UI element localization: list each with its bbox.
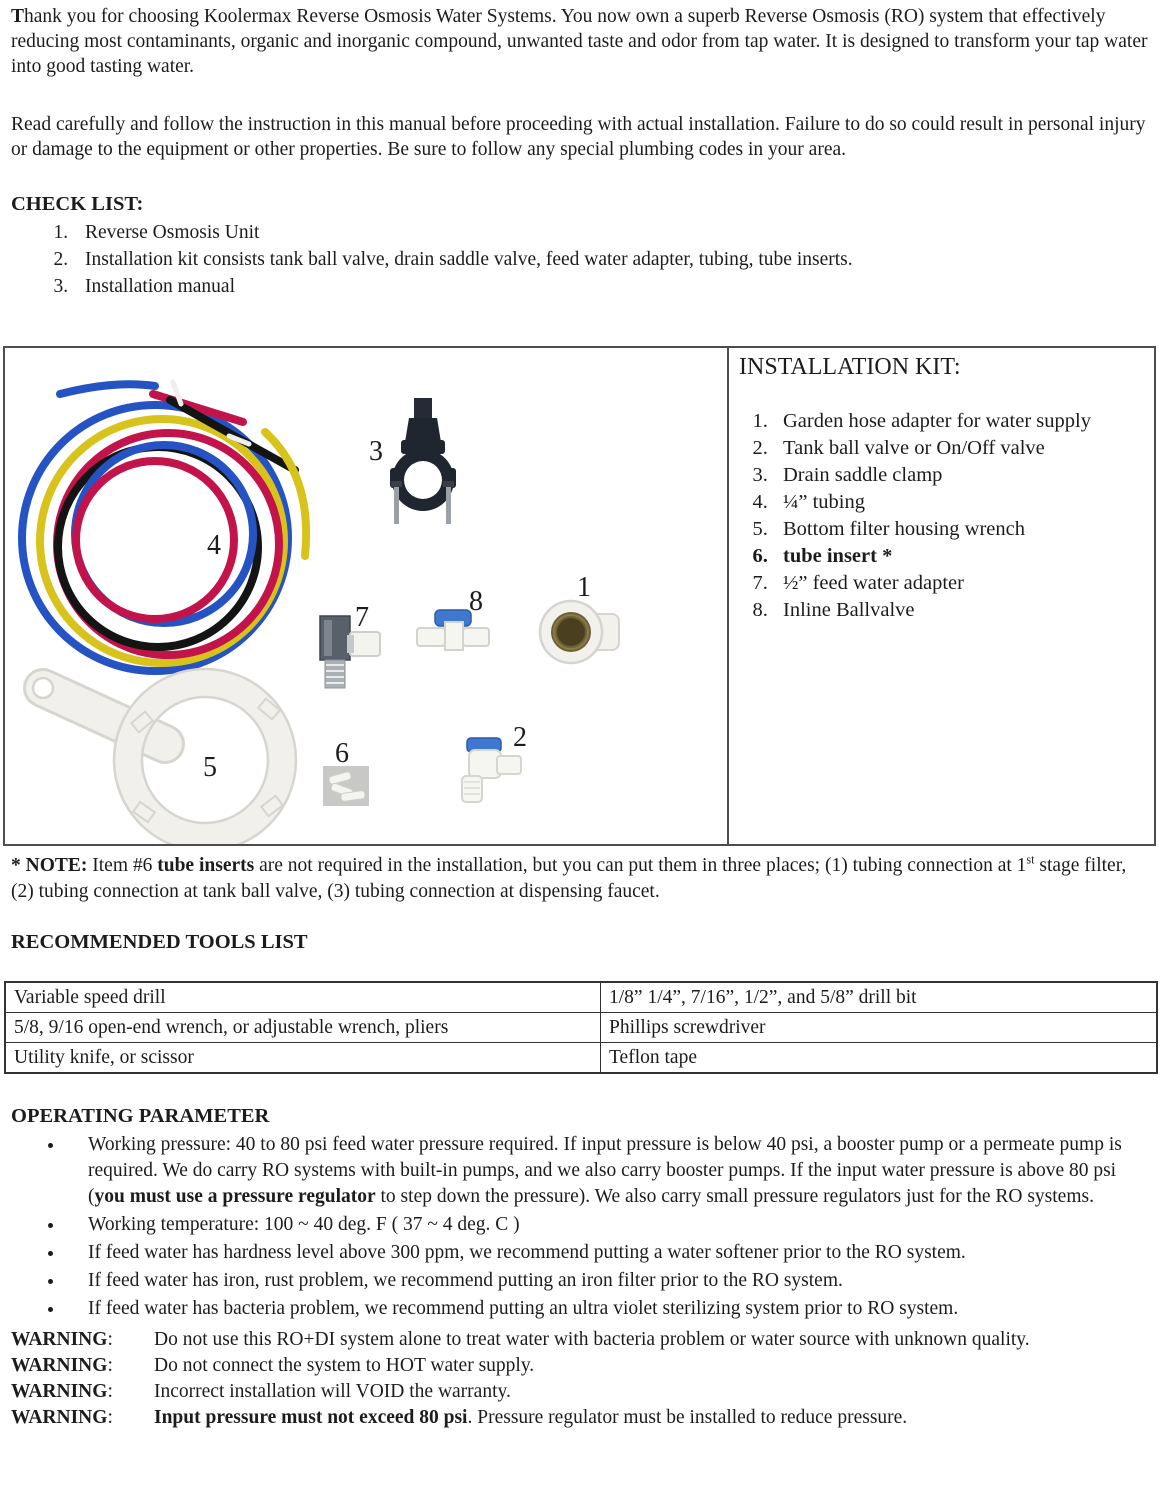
warning-label: WARNING: (11, 1329, 113, 1350)
tools-cell: 1/8” 1/4”, 7/16”, 1/2”, and 5/8” drill bit (601, 982, 1158, 1013)
warning-label: WARNING: (11, 1381, 113, 1402)
part-label-5: 5 (203, 752, 217, 783)
part-label-7: 7 (355, 602, 369, 633)
feed-water-adapter-illustration (320, 616, 380, 688)
warning-text: Incorrect installation will VOID the warranty. (154, 1381, 511, 1402)
operating-bullet: • Working pressure: 40 to 80 psi feed water pressure required. If input pressure is below 40 psi, a booster pump or a permeate pump is required. We do carry RO systems with built-in pumps, and we also carry booster pumps. If the input water pressure is above 80 psi (you must use a pressure regulator to step down the pressure). We also carry small pressure regulators just for the RO systems. (65, 1132, 1152, 1210)
drain-saddle-clamp-illustration (390, 398, 456, 524)
warnings-section (0, 1327, 1163, 1431)
installation-kit-figure (3, 346, 1156, 846)
check-list-item: 3. Installation manual (73, 273, 1152, 300)
tools-table-row (5, 1013, 1157, 1043)
tools-list-heading: RECOMMENDED TOOLS LIST (11, 931, 308, 953)
tools-table (4, 981, 1158, 1074)
part-label-6: 6 (335, 738, 349, 769)
tools-cell: Teflon tape (601, 1043, 1158, 1074)
garden-hose-adapter-illustration (540, 601, 619, 663)
warning-text: Do not connect the system to HOT water supply. (154, 1355, 535, 1376)
tools-cell: Phillips screwdriver (601, 1013, 1158, 1043)
kit-item: 2. Tank ball valve or On/Off valve (773, 435, 1150, 462)
tube-inserts-illustration (323, 766, 369, 806)
part-label-2: 2 (513, 722, 527, 753)
kit-item: 4. ¼” tubing (773, 489, 1150, 516)
installation-kit-list (739, 408, 1150, 624)
tools-cell: 5/8, 9/16 open-end wrench, or adjustable wrench, pliers (5, 1013, 601, 1043)
installation-kit-heading: INSTALLATION KIT: (739, 354, 961, 380)
part-label-4: 4 (207, 530, 221, 561)
warning-label: WARNING: (11, 1355, 113, 1376)
tubing-coil-illustration (22, 382, 306, 671)
note-paragraph: * NOTE: Item #6 tube inserts are not required in the installation, but you can put them in three places; (1) tubing connection at 1st stage filter, (2) tubing connection at tank ball valve, (3) tubing connection at dispensing faucet. (11, 852, 1127, 902)
operating-bullet: • Working temperature: 100 ~ 40 deg. F ( 37 ~ 4 deg. C ) (65, 1212, 1152, 1238)
operating-parameter-heading: OPERATING PARAMETER (11, 1105, 270, 1127)
kit-item: 5. Bottom filter housing wrench (773, 516, 1150, 543)
intro-paragraph-2: Read carefully and follow the instruction in this manual before proceeding with actual installation. Failure to do so could result in personal injury or damage to the equipment or other properties. Be sure to follow any special plumbing codes in your area. (11, 114, 1146, 160)
tools-table-row (5, 982, 1157, 1013)
filter-wrench-illustration (33, 669, 296, 844)
check-list-heading: CHECK LIST: (11, 193, 144, 215)
kit-item: 8. Inline Ballvalve (773, 597, 1150, 624)
kit-item-tube-insert: 6. tube insert * (773, 543, 1150, 570)
tools-table-row (5, 1043, 1157, 1074)
part-label-8: 8 (469, 586, 483, 617)
tools-cell: Utility knife, or scissor (5, 1043, 601, 1074)
warning-row (0, 1327, 1163, 1353)
operating-parameter-list (11, 1132, 1152, 1322)
warning-row (0, 1353, 1163, 1379)
operating-bullet: • If feed water has iron, rust problem, we recommend putting an iron filter prior to the RO system. (65, 1268, 1152, 1294)
tools-cell: Variable speed drill (5, 982, 601, 1013)
intro-paragraph-1: Thank you for choosing Koolermax Reverse Osmosis Water Systems. You now own a superb Reverse Osmosis (RO) system that effectively reducing most contaminants, organic and inorganic compound, unwanted taste and odor from tap water. It is designed to transform your tap water into good tasting water. (11, 6, 1148, 77)
kit-item: 7. ½” feed water adapter (773, 570, 1150, 597)
operating-bullet: • If feed water has bacteria problem, we recommend putting an ultra violet sterilizing system prior to RO system. (65, 1296, 1152, 1322)
installation-kit-panel (727, 348, 1154, 844)
kit-photo (5, 348, 727, 844)
warning-row (0, 1405, 1163, 1431)
warning-text: Do not use this RO+DI system alone to treat water with bacteria problem or water source with unknown quality. (154, 1329, 1030, 1350)
check-list-item: 1. Reverse Osmosis Unit (73, 219, 1152, 246)
kit-photo-illustration (5, 348, 727, 844)
operating-bullet: • If feed water has hardness level above 300 ppm, we recommend putting a water softener prior to the RO system. (65, 1240, 1152, 1266)
check-list-item: 2. Installation kit consists tank ball valve, drain saddle valve, feed water adapter, tubing, tube inserts. (73, 246, 1152, 273)
warning-label: WARNING: (11, 1407, 113, 1428)
kit-item: 1. Garden hose adapter for water supply (773, 408, 1150, 435)
check-list (11, 219, 1152, 300)
warning-row (0, 1379, 1163, 1405)
kit-item: 3. Drain saddle clamp (773, 462, 1150, 489)
part-label-1: 1 (577, 572, 591, 603)
part-label-3: 3 (369, 436, 383, 467)
warning-text: Input pressure must not exceed 80 psi. Pressure regulator must be installed to reduce pressure. (154, 1407, 908, 1428)
